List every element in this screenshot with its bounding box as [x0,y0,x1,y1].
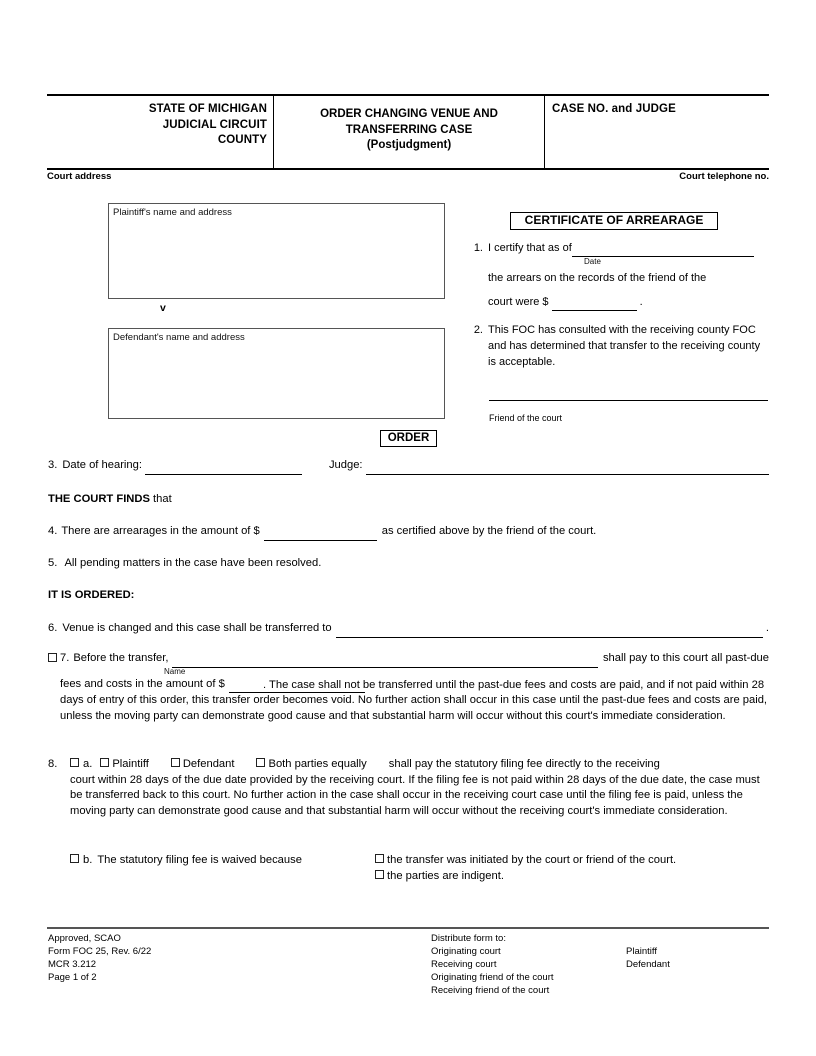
item-8a-checkbox[interactable] [70,758,79,767]
order-item-7 [48,651,769,724]
plaintiff-name-address-box[interactable] [108,203,445,299]
item-4-number: 4. [48,525,58,537]
friend-of-court-signature-label: Friend of the court [489,413,563,423]
order-item-3 [48,458,769,475]
order-section-heading: ORDER [380,430,437,447]
defendant-checkbox[interactable] [171,758,180,767]
shall-pay-past-due-text: shall pay to this court all past-due [602,652,769,664]
distribute-item-receiving-foc: Receiving friend of the court [431,985,550,996]
item-7-checkbox[interactable] [48,653,57,662]
form-title-line-3: (Postjudgment) [366,139,452,151]
both-parties-option-label: Both parties equally [268,758,367,770]
arrears-records-text: the arrears on the records of the friend of the [488,272,707,284]
arrearage-certified-text: as certified above by the friend of the court. [381,525,597,537]
both-parties-checkbox[interactable] [256,758,265,767]
the-court-finds-bold: THE COURT FINDS [48,493,150,505]
versus-marker: v [160,302,166,314]
the-court-finds-heading [48,492,172,508]
transferred-to-input[interactable] [336,621,763,638]
certificate-item-2 [470,322,770,370]
header-court-identity [47,96,274,168]
case-no-and-judge-label: CASE NO. and JUDGE [552,103,676,115]
court-address-label: Court address [47,171,112,182]
plaintiff-checkbox[interactable] [100,758,109,767]
recipient-plaintiff: Plaintiff [626,946,657,957]
certify-date-input[interactable] [572,240,754,257]
item-8a-continued-text: court within 28 days of the due date provided by the receiving court. If the filing fee is not paid within 28 days of the due date, the case must be transferred back to this court. No further action in the case shall occur in the receiving court case until the filing fee is paid, unless the moving party can demonstrate good cause and that substantial harm will occur without the receiving court's immediate consideration. [70,773,760,817]
item-8a-label: a. [83,758,93,770]
parties-indigent-label: the parties are indigent. [387,869,504,882]
before-the-transfer-text: Before the transfer, [73,652,169,664]
order-item-4 [48,524,769,541]
form-footer [48,932,770,997]
certificate-item-2-number: 2. [473,324,483,336]
footer-distribution-list [431,932,626,997]
item-7-number: 7. [60,652,70,664]
header-county-line: COUNTY [217,134,267,146]
item-8a-shall-pay-text: shall pay the statutory filing fee directly to the receiving [388,758,660,770]
item-5-text: All pending matters in the case have been resolved. [64,557,322,569]
friend-of-court-signature-line[interactable] [489,400,768,401]
transfer-initiated-label: the transfer was initiated by the court or friend of the court. [387,854,677,866]
item-8b-text: The statutory filing fee is waived because [97,854,302,866]
defendant-name-address-box[interactable] [108,328,445,419]
distribute-item-receiving-court: Receiving court [431,959,497,970]
item-8b-checkbox[interactable] [70,854,79,863]
form-title-line-2: TRANSFERRING CASE [345,123,473,136]
court-were-text: court were $ [488,296,549,308]
item-8b-label: b. [83,854,93,866]
plaintiff-box-label: Plaintiff's name and address [113,207,232,218]
order-item-8b [48,853,769,884]
certify-as-of-text: I certify that as of [488,242,572,254]
header-case-number-cell[interactable] [545,96,769,168]
footer-form-number: Form FOC 25, Rev. 6/22 [48,946,152,957]
payer-name-caption: Name [164,666,186,676]
item-8-number: 8. [48,758,58,770]
recipient-defendant: Defendant [626,959,670,970]
date-of-hearing-input[interactable] [145,458,302,475]
distribute-item-originating-court: Originating court [431,946,501,957]
arrearage-amount-label: There are arrearages in the amount of $ [61,525,260,537]
certificate-item-1-number: 1. [473,242,483,254]
footer-page-number: Page 1 of 2 [48,972,97,983]
form-header-table [47,94,769,170]
certificate-body [470,240,770,372]
judge-label: Judge: [328,459,363,471]
footer-approved-scao: Approved, SCAO [48,933,121,944]
arrears-period: . [639,296,643,308]
court-address-row [47,171,769,182]
footer-divider [47,927,769,929]
item-5-number: 5. [48,557,58,569]
certificate-item-1 [470,240,770,311]
header-form-title [274,96,545,168]
item-7-continued-text: . The case shall not be transferred until the past-due fees and costs are paid, and if not paid within 28 days of entry of this order, this transfer order becomes void. No further action shall occur in this case until the past-due fees and costs are paid, unless the moving party can demonstrate good cause and that substantial harm will occur without this court's immediate consideration. [60,678,768,722]
item-6-period: . [765,622,769,634]
transfer-initiated-checkbox[interactable] [375,854,384,863]
header-judicial-circuit-line: JUDICIAL CIRCUIT [162,118,267,131]
arrearage-amount-input[interactable] [264,524,377,541]
item-6-number: 6. [48,622,58,634]
header-state-line: STATE OF MICHIGAN [148,103,267,115]
fees-costs-amount-label: fees and costs in the amount of $ [60,677,225,690]
certificate-item-2-text: This FOC has consulted with the receiving county FOC and has determined that transfer to the receiving county is acceptable. [488,324,761,368]
order-item-8a [48,757,769,819]
the-court-finds-rest: that [149,493,172,505]
order-item-5 [48,556,321,572]
certify-date-caption: Date [584,257,601,266]
order-item-6 [48,621,769,638]
item-3-number: 3. [48,459,58,471]
distribute-item-originating-foc: Originating friend of the court [431,972,554,983]
date-of-hearing-label: Date of hearing: [62,459,142,471]
parties-indigent-checkbox[interactable] [375,870,384,879]
venue-changed-text: Venue is changed and this case shall be transferred to [62,622,332,634]
plaintiff-option-label: Plaintiff [112,758,149,770]
defendant-box-label: Defendant's name and address [113,332,245,343]
footer-mcr-reference: MCR 3.212 [48,959,97,970]
it-is-ordered-heading: IT IS ORDERED: [48,589,135,601]
court-telephone-label: Court telephone no. [679,171,769,182]
payer-name-input[interactable] [172,651,598,668]
form-title-line-1: ORDER CHANGING VENUE AND [320,108,498,120]
defendant-option-label: Defendant [182,758,235,770]
footer-recipient-list [626,932,770,997]
judge-input[interactable] [366,458,769,475]
certificate-of-arrearage-heading: CERTIFICATE OF ARREARAGE [510,212,718,230]
footer-form-info [48,932,431,997]
arrears-amount-input[interactable] [552,294,637,311]
distribute-form-to-label: Distribute form to: [431,933,506,944]
